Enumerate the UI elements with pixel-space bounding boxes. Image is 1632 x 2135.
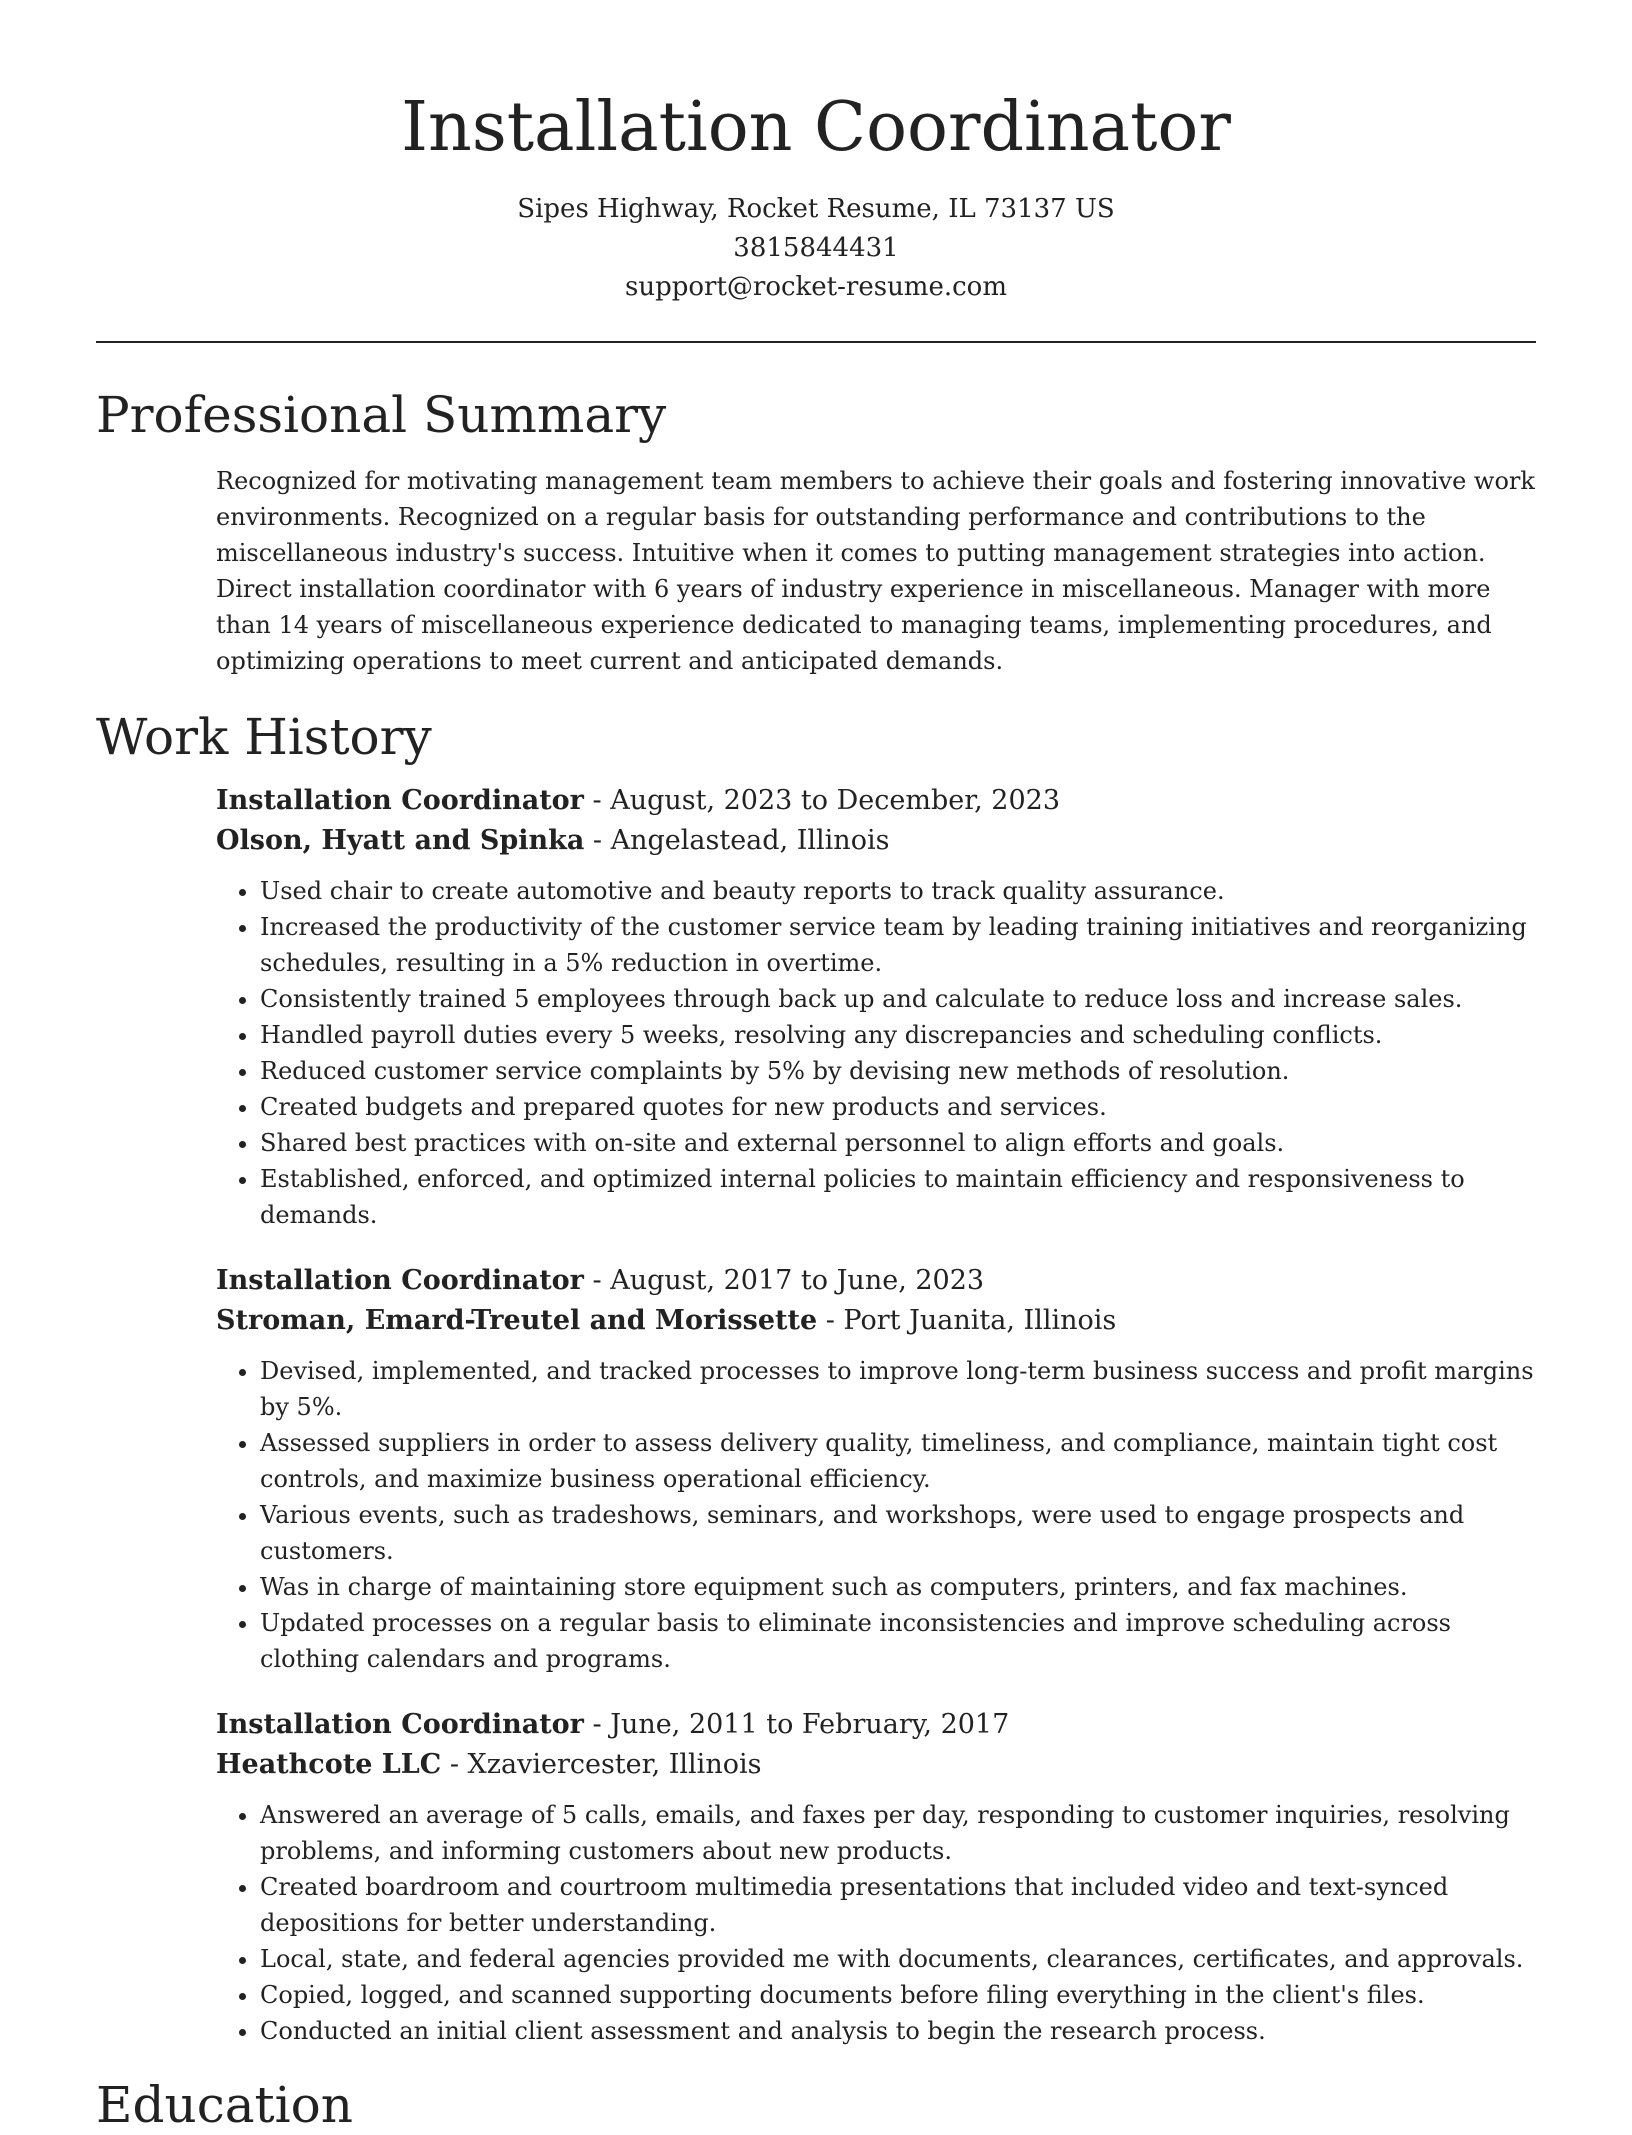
work-history-heading: Work History: [96, 708, 432, 766]
job-company: Olson, Hyatt and Spinka: [216, 825, 585, 856]
contact-address: Sipes Highway, Rocket Resume, IL 73137 US: [517, 194, 1115, 224]
education-heading: Education: [96, 2076, 353, 2134]
job-company: Heathcote LLC: [216, 1749, 442, 1780]
resume-name: Installation Coordinator: [401, 88, 1231, 167]
job-bullets: [216, 1353, 1536, 1677]
resume-page: [96, 0, 1536, 2135]
job-bullet: • Created boardroom and courtroom multimedia presentations that included video and text-synced depositions for better understanding.: [260, 1869, 1536, 1941]
job-dates: - August, 2017 to June, 2023: [583, 1265, 985, 1296]
job-bullet: • Assessed suppliers in order to assess delivery quality, timeliness, and compliance, maintain tight cost controls, and maximize business operational efficiency.: [260, 1425, 1536, 1497]
job-role: Installation Coordinator: [216, 1265, 584, 1296]
job-entry: [216, 1705, 1536, 2049]
job-bullet: • Copied, logged, and scanned supporting documents before filing everything in the client's files.: [260, 1977, 1536, 2013]
job-entry: [216, 1261, 1536, 1677]
job-bullet: • Local, state, and federal agencies provided me with documents, clearances, certificates, and approvals.: [260, 1941, 1536, 1977]
job-bullet: • Consistently trained 5 employees through back up and calculate to reduce loss and increase sales.: [260, 981, 1536, 1017]
job-company-line: [216, 821, 1536, 861]
job-bullet: • Established, enforced, and optimized internal policies to maintain efficiency and responsiveness to demands.: [260, 1161, 1536, 1233]
job-dates: - June, 2011 to February, 2017: [583, 1709, 1010, 1740]
job-bullet: • Updated processes on a regular basis to eliminate inconsistencies and improve scheduling across clothing calendars and programs.: [260, 1605, 1536, 1677]
job-role-line: [216, 781, 1536, 821]
job-bullet: • Created budgets and prepared quotes for new products and services.: [260, 1089, 1536, 1125]
job-bullet: • Used chair to create automotive and beauty reports to track quality assurance.: [260, 873, 1536, 909]
job-bullets: [216, 1797, 1536, 2049]
header-divider: [96, 341, 1536, 343]
job-company: Stroman, Emard-Treutel and Morissette: [216, 1305, 818, 1336]
job-spacer: [96, 1233, 1536, 1261]
job-dates: - August, 2023 to December, 2023: [583, 785, 1061, 816]
job-bullet: • Conducted an initial client assessment and analysis to begin the research process.: [260, 2013, 1536, 2049]
contact-phone: 3815844431: [733, 233, 899, 263]
job-bullet: • Shared best practices with on-site and external personnel to align efforts and goals.: [260, 1125, 1536, 1161]
job-bullet: • Increased the productivity of the customer service team by leading training initiatives and reorganizing schedules, resulting in a 5% reduction in overtime.: [260, 909, 1536, 981]
job-bullets: [216, 873, 1536, 1233]
job-bullet: • Handled payroll duties every 5 weeks, resolving any discrepancies and scheduling conflicts.: [260, 1017, 1536, 1053]
job-bullet: • Was in charge of maintaining store equipment such as computers, printers, and fax machines.: [260, 1569, 1536, 1605]
job-entry: [216, 781, 1536, 1233]
summary-heading: Professional Summary: [96, 386, 667, 444]
job-bullet: • Answered an average of 5 calls, emails, and faxes per day, responding to customer inquiries, resolving problems, and informing customers about new products.: [260, 1797, 1536, 1869]
job-location: - Port Juanita, Illinois: [817, 1305, 1117, 1336]
contact-block: [96, 190, 1536, 307]
contact-email: support@rocket-resume.com: [624, 272, 1007, 302]
job-role-line: [216, 1705, 1536, 1745]
job-role: Installation Coordinator: [216, 1709, 584, 1740]
job-location: - Xzaviercester, Illinois: [441, 1749, 762, 1780]
job-bullet: • Reduced customer service complaints by 5% by devising new methods of resolution.: [260, 1053, 1536, 1089]
summary-text: Recognized for motivating management team members to achieve their goals and fostering innovative work environments. Recognized on a regular basis for outstanding performance and contributions to the miscellaneous industry's success. Intuitive when it comes to putting management strategies into action. Direct installation coordinator with 6 years of industry experience in miscellaneous. Manager with more than 14 years of miscellaneous experience dedicated to managing teams, implementing procedures, and optimizing operations to meet current and anticipated demands.: [216, 467, 1535, 675]
job-location: - Angelastead, Illinois: [584, 825, 890, 856]
job-bullet: • Devised, implemented, and tracked processes to improve long-term business success and profit margins by 5%.: [260, 1353, 1536, 1425]
job-role-line: [216, 1261, 1536, 1301]
job-spacer: [96, 1677, 1536, 1705]
job-company-line: [216, 1301, 1536, 1341]
job-bullet: • Various events, such as tradeshows, seminars, and workshops, were used to engage prospects and customers.: [260, 1497, 1536, 1569]
job-company-line: [216, 1745, 1536, 1785]
job-role: Installation Coordinator: [216, 785, 584, 816]
